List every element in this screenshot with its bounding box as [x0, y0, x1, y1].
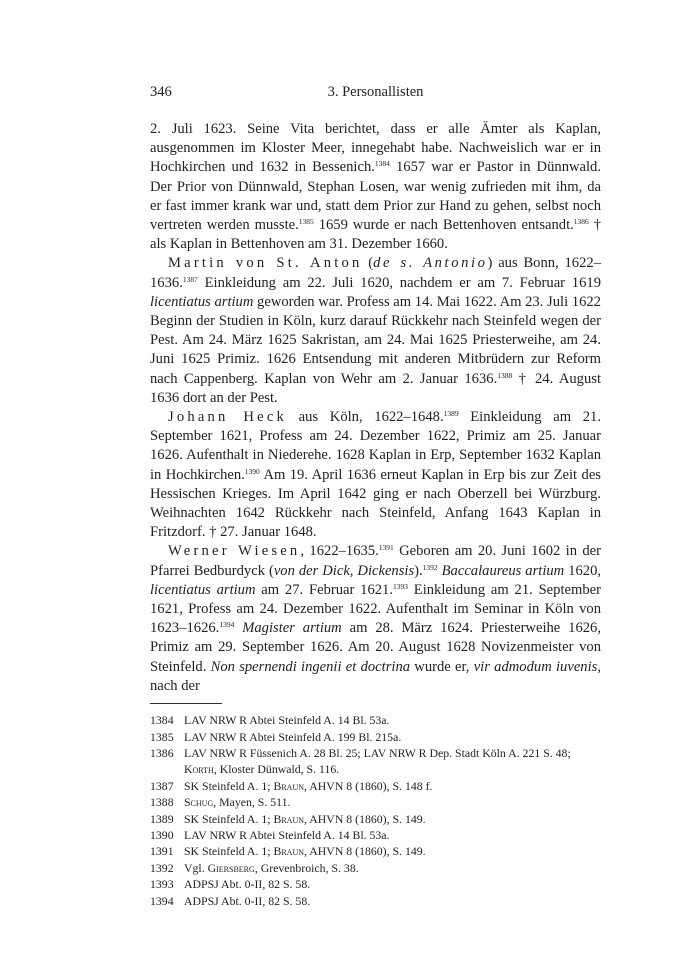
- footnote-separator: [150, 703, 222, 704]
- footnote-ref[interactable]: 1384: [374, 159, 390, 169]
- entry-johann-heck: Johann Heck aus Köln, 1622–1648.$^{1389}$ Einkleidung am 21. September 1621, Profess am 24. Dezember 1622, Primiz am 25. Januar 1626. Aufenthalt in Niederehe. 1628 Kaplan in Erp, September 1632 Kaplan in Hochkirchen.$^{1390}$ Am 19. April 1636 erneut Kaplan in Erp bis zur Zeit des Hessischen Krieges. Im April 1642 ging er nach Oberzell bei Würzburg. Weihnachten 1642 Rückkehr nach Steinfeld, Anfang 1643 Kaplan in Fritzdorf. † 27. Januar 1648.: [150, 409, 602, 541]
- footnote-ref[interactable]: 1393: [392, 581, 408, 591]
- footnote: 1393 ADPSJ Abt. 0-II, 82 S. 58.: [150, 877, 311, 892]
- footnote-ref[interactable]: 1385: [298, 217, 314, 227]
- entry-werner-wiesen: Werner Wiesen, 1622–1635.$^{1391}$ Geboren am 20. Juni 1602 in der Pfarrei Bedburdyck (von der Dick, Dickensis).$^{1392}$ Baccalaureus artium 1620, licentiatus artium am 27. Februar 1621.$^{1393}$ Einkleidung am 21. September 1621, Profess am 24. Dezember 1622. Aufenthalt im Seminar in Köln von 1623–1626.$^{1394}$ Magister artium am 28. März 1624. Priesterweihe 1626, Primiz am 29. September 1626. Am 20. August 1628 Novizenmeister von Steinfeld. Non spernendi ingenii et doctrina wurde er, vir admodum iuvenis, nach der: [150, 543, 602, 694]
- footnote-ref[interactable]: 1388: [497, 370, 513, 380]
- entry-martin-von-st-anton: Martin von St. Anton (de s. Antonio) aus Bonn, 1622–1636.$^{1387}$ Einkleidung am 22. Juli 1620, nachdem er am 7. Februar 1619 licentiatus artium geworden war. Profess am 14. Mai 1622. Am 23. Juli 1622 Beginn der Studien in Köln, kurz darauf Rückkehr nach Steinfeld wegen der Pest. Am 24. März 1625 Sakristan, am 24. Mai 1625 Priesterweihe, am 24. Juni 1625 Primiz. 1626 Entsendung mit anderen Mitbrüdern zur Reform nach Cappenberg. Kaplan von Wehr am 2. Januar 1636.$^{1388}$ † 24. August 1636 dort an der Pest.: [150, 255, 601, 406]
- footnote: 1391 SK Steinfeld A. 1; Braun, AHVN 8 (1860), S. 149.: [150, 844, 426, 859]
- book-page: [150, 84, 601, 909]
- person-name: Johann Heck: [168, 409, 287, 426]
- footnote-ref[interactable]: 1394: [219, 620, 235, 630]
- footnote: 1388 Schug, Mayen, S. 511.: [150, 795, 291, 810]
- footnote: 1385 LAV NRW R Abtei Steinfeld A. 199 Bl. 215a.: [150, 729, 402, 744]
- footnote: 1387 SK Steinfeld A. 1; Braun, AHVN 8 (1860), S. 148 f.: [150, 778, 433, 793]
- page-header: [150, 84, 601, 106]
- person-name: Werner Wiesen: [168, 543, 301, 560]
- footnote-ref[interactable]: 1389: [443, 409, 459, 419]
- person-name: Martin von St. Anton: [168, 255, 363, 272]
- running-title: 3. Personallisten: [327, 84, 424, 100]
- footnote-ref[interactable]: 1387: [182, 274, 198, 284]
- footnote: 1394 ADPSJ Abt. 0-II, 82 S. 58.: [150, 893, 311, 908]
- footnote: 1392 Vgl. Giersberg, Grevenbroich, S. 38.: [150, 860, 359, 875]
- footnote-ref[interactable]: 1391: [378, 543, 394, 553]
- footnote: 1389 SK Steinfeld A. 1; Braun, AHVN 8 (1860), S. 149.: [150, 811, 426, 826]
- footnote-ref[interactable]: 1392: [422, 562, 438, 572]
- main-text: [150, 120, 601, 696]
- footnote: 1384 LAV NRW R Abtei Steinfeld A. 14 Bl. 53a.: [150, 713, 390, 728]
- footnote: 1390 LAV NRW R Abtei Steinfeld A. 14 Bl. 53a.: [150, 827, 390, 842]
- footnotes: [150, 712, 601, 909]
- footnote-ref[interactable]: 1386: [573, 217, 589, 227]
- page-number: 346: [150, 84, 172, 100]
- paragraph-continued: 2. Juli 1623. Seine Vita berichtet, dass er alle Ämter als Kaplan, ausgenommen im Kloster Meer, innegehabt habe. Nachweislich war er in Hochkirchen und 1632 in Bessenich.$^{1384}$ 1657 war er Pastor in Dünnwald. Der Prior von Dünnwald, Stephan Losen, war wenig zufrieden mit ihm, da er fast immer krank war und, statt dem Prior zur Hand zu gehen, selbst noch vertreten werden musste.$^{1385}$ 1659 wurde er nach Bettenhoven entsandt.$^{1386}$ † als Kaplan in Bettenhoven am 31. Dezember 1660.: [150, 121, 602, 253]
- footnote: 1386 LAV NRW R Füssenich A. 28 Bl. 25; LAV NRW R Dep. Stadt Köln A. 221 S. 48; Korth, Kloster Dünwald, S. 116.: [150, 745, 571, 777]
- footnote-ref[interactable]: 1390: [244, 466, 260, 476]
- latin-name: de s. Antonio: [373, 255, 488, 272]
